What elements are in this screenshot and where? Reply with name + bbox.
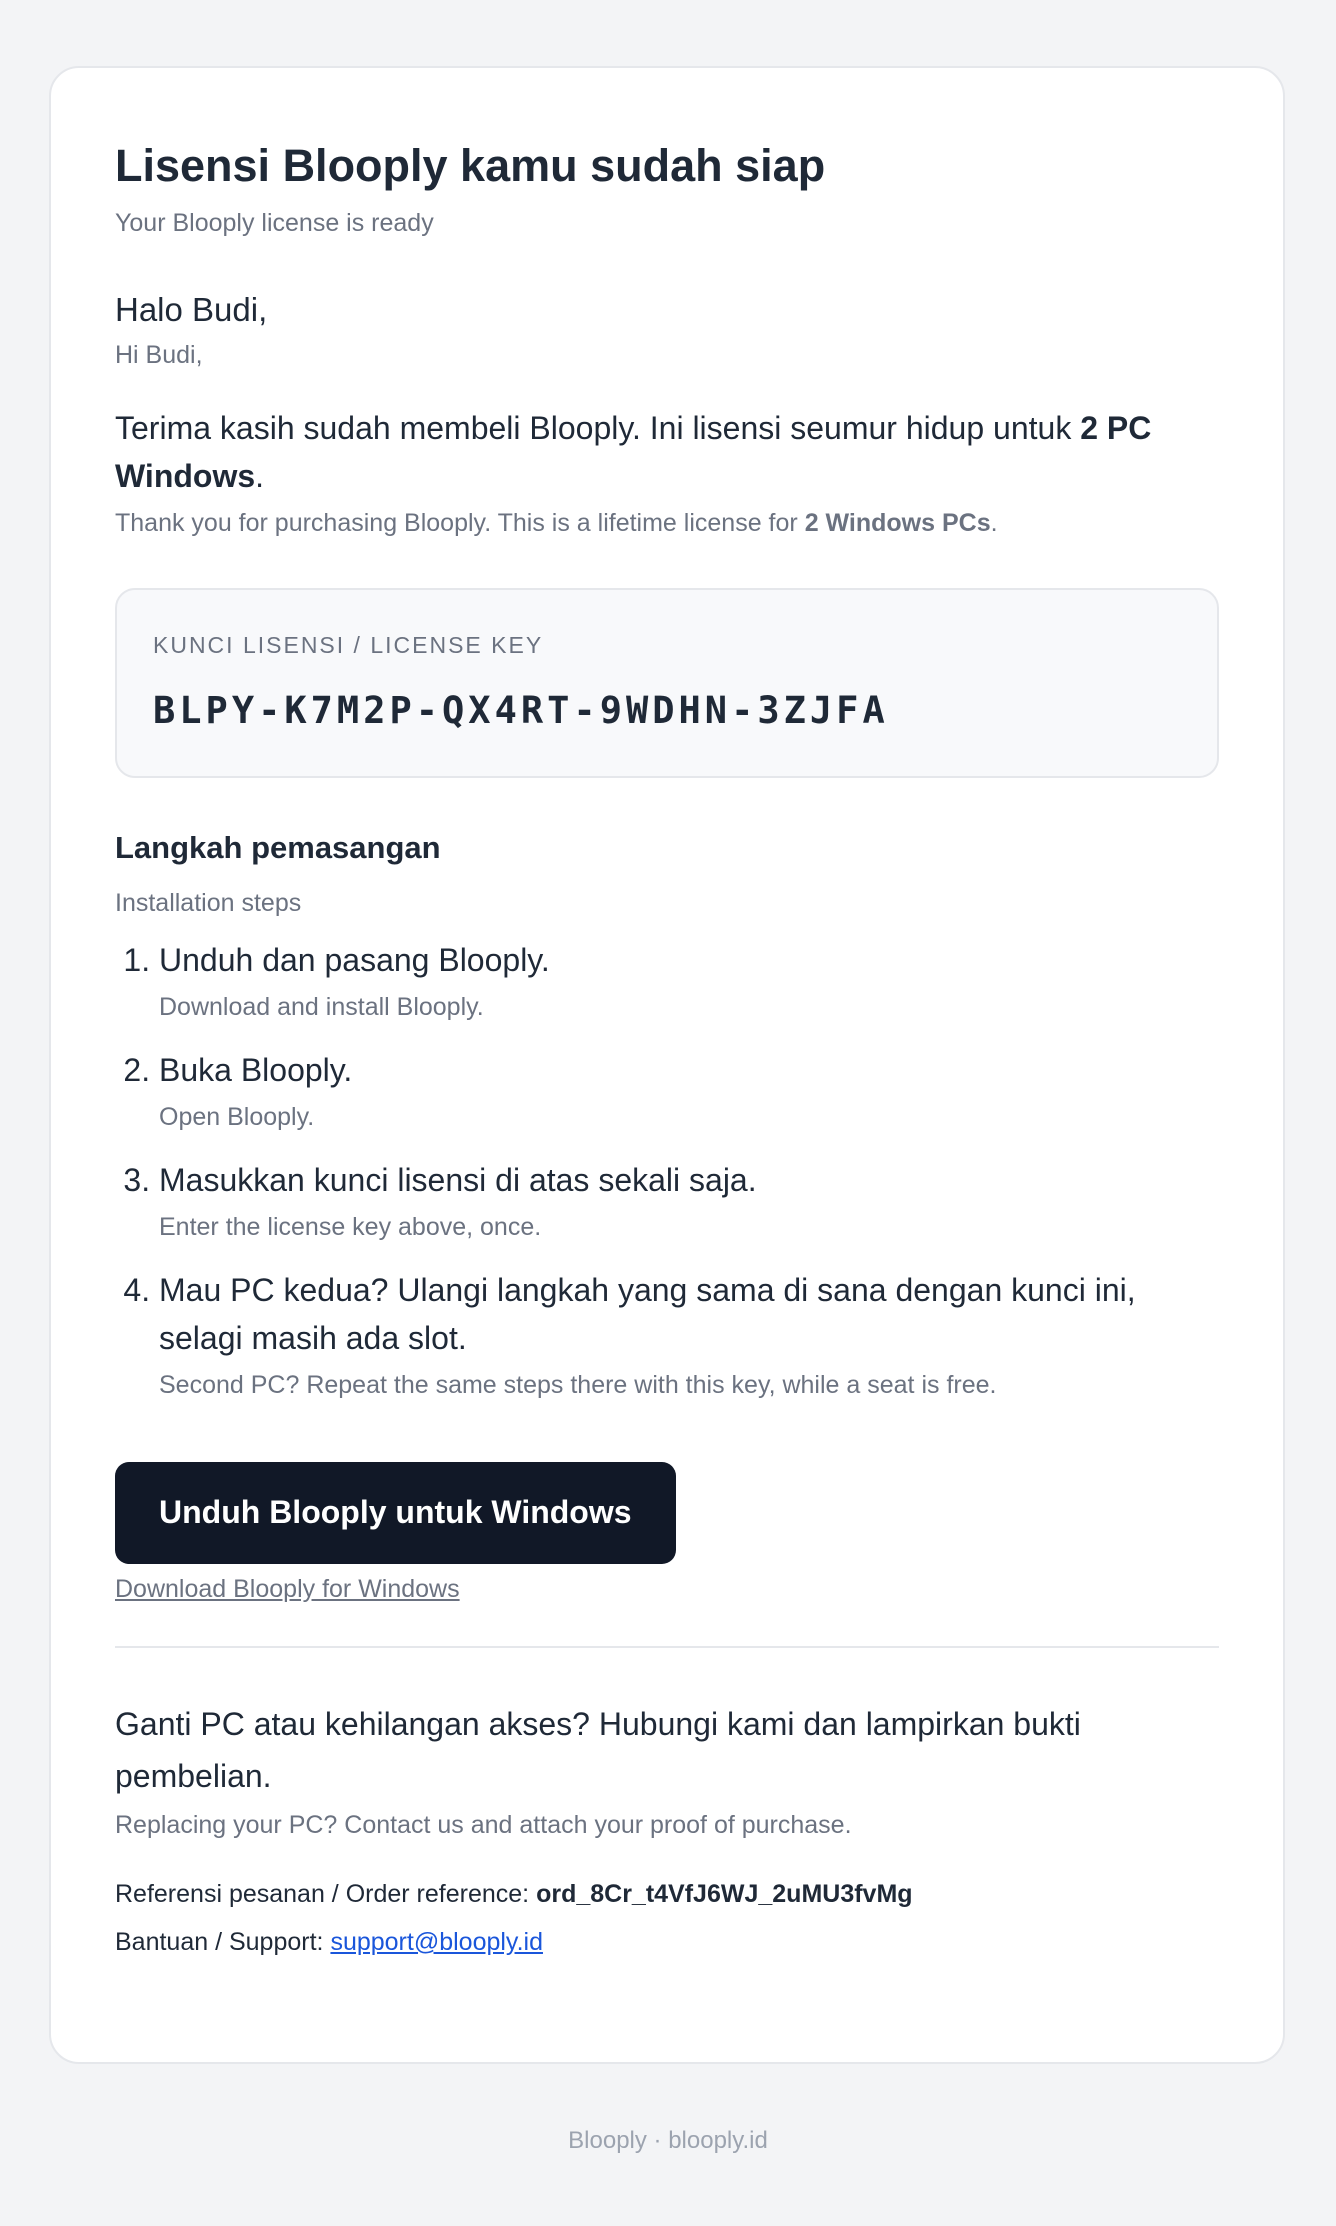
- support-contact: [115, 1918, 1219, 1966]
- steps-subtitle: Installation steps: [115, 889, 302, 917]
- step-text: Buka Blooply.: [159, 1052, 353, 1088]
- step-text-en: Second PC? Repeat the same steps there with this key, while a seat is free.: [159, 1371, 997, 1399]
- greeting: Halo Budi,: [115, 291, 268, 328]
- email-title: Lisensi Blooply kamu sudah siap: [115, 140, 826, 191]
- license-key-value[interactable]: BLPY-K7M2P-QX4RT-9WDHN-3ZJFA: [153, 689, 889, 732]
- step-text-en: Enter the license key above, once.: [159, 1213, 542, 1241]
- installation-steps-list: [115, 936, 1219, 1402]
- license-key-box: [115, 588, 1219, 778]
- support-email-link[interactable]: support@blooply.id: [330, 1928, 543, 1956]
- step-item: [159, 1156, 1219, 1244]
- order-reference-label: Referensi pesanan / Order reference:: [115, 1880, 537, 1908]
- step-item: [159, 1046, 1219, 1134]
- divider: [115, 1646, 1219, 1648]
- step-text: Mau PC kedua? Ulangi langkah yang sama di sana dengan kunci ini, selagi masih ada slot.: [159, 1272, 1136, 1356]
- order-reference: [115, 1870, 1219, 1918]
- steps-title: Langkah pemasangan: [115, 830, 441, 865]
- step-item: [159, 1266, 1219, 1402]
- step-text: Unduh dan pasang Blooply.: [159, 942, 550, 978]
- thanks-message-en: [115, 506, 1219, 540]
- thanks-en-license-count: 2 Windows PCs: [804, 509, 991, 537]
- download-button[interactable]: Unduh Blooply untuk Windows: [115, 1462, 676, 1564]
- step-item: [159, 936, 1219, 1024]
- thanks-en-suffix: .: [990, 509, 998, 537]
- greeting-en: Hi Budi,: [115, 341, 203, 369]
- email-footer: Blooply · blooply.id: [568, 2127, 768, 2154]
- email-subtitle: Your Blooply license is ready: [115, 209, 434, 237]
- thanks-suffix: .: [255, 458, 265, 494]
- download-link-en[interactable]: Download Blooply for Windows: [115, 1575, 460, 1603]
- step-text-en: Open Blooply.: [159, 1103, 315, 1131]
- support-label: Bantuan / Support:: [115, 1928, 331, 1956]
- license-key-label: KUNCI LISENSI / LICENSE KEY: [153, 632, 544, 658]
- thanks-message: [115, 404, 1219, 500]
- thanks-en-prefix: Thank you for purchasing Blooply. This is a lifetime license for: [115, 509, 805, 537]
- email-card: [49, 66, 1285, 2064]
- step-text: Masukkan kunci lisensi di atas sekali saja.: [159, 1162, 757, 1198]
- thanks-license-count: 2 PC Windows: [115, 410, 1152, 494]
- order-reference-value: ord_8Cr_t4VfJ6WJ_2uMU3fvMg: [536, 1880, 913, 1908]
- replace-pc-message: Ganti PC atau kehilangan akses? Hubungi kami dan lampirkan bukti pembelian.: [115, 1706, 1081, 1794]
- replace-pc-message-en: Replacing your PC? Contact us and attach your proof of purchase.: [115, 1811, 852, 1839]
- thanks-prefix: Terima kasih sudah membeli Blooply. Ini lisensi seumur hidup untuk: [115, 410, 1081, 446]
- step-text-en: Download and install Blooply.: [159, 993, 484, 1021]
